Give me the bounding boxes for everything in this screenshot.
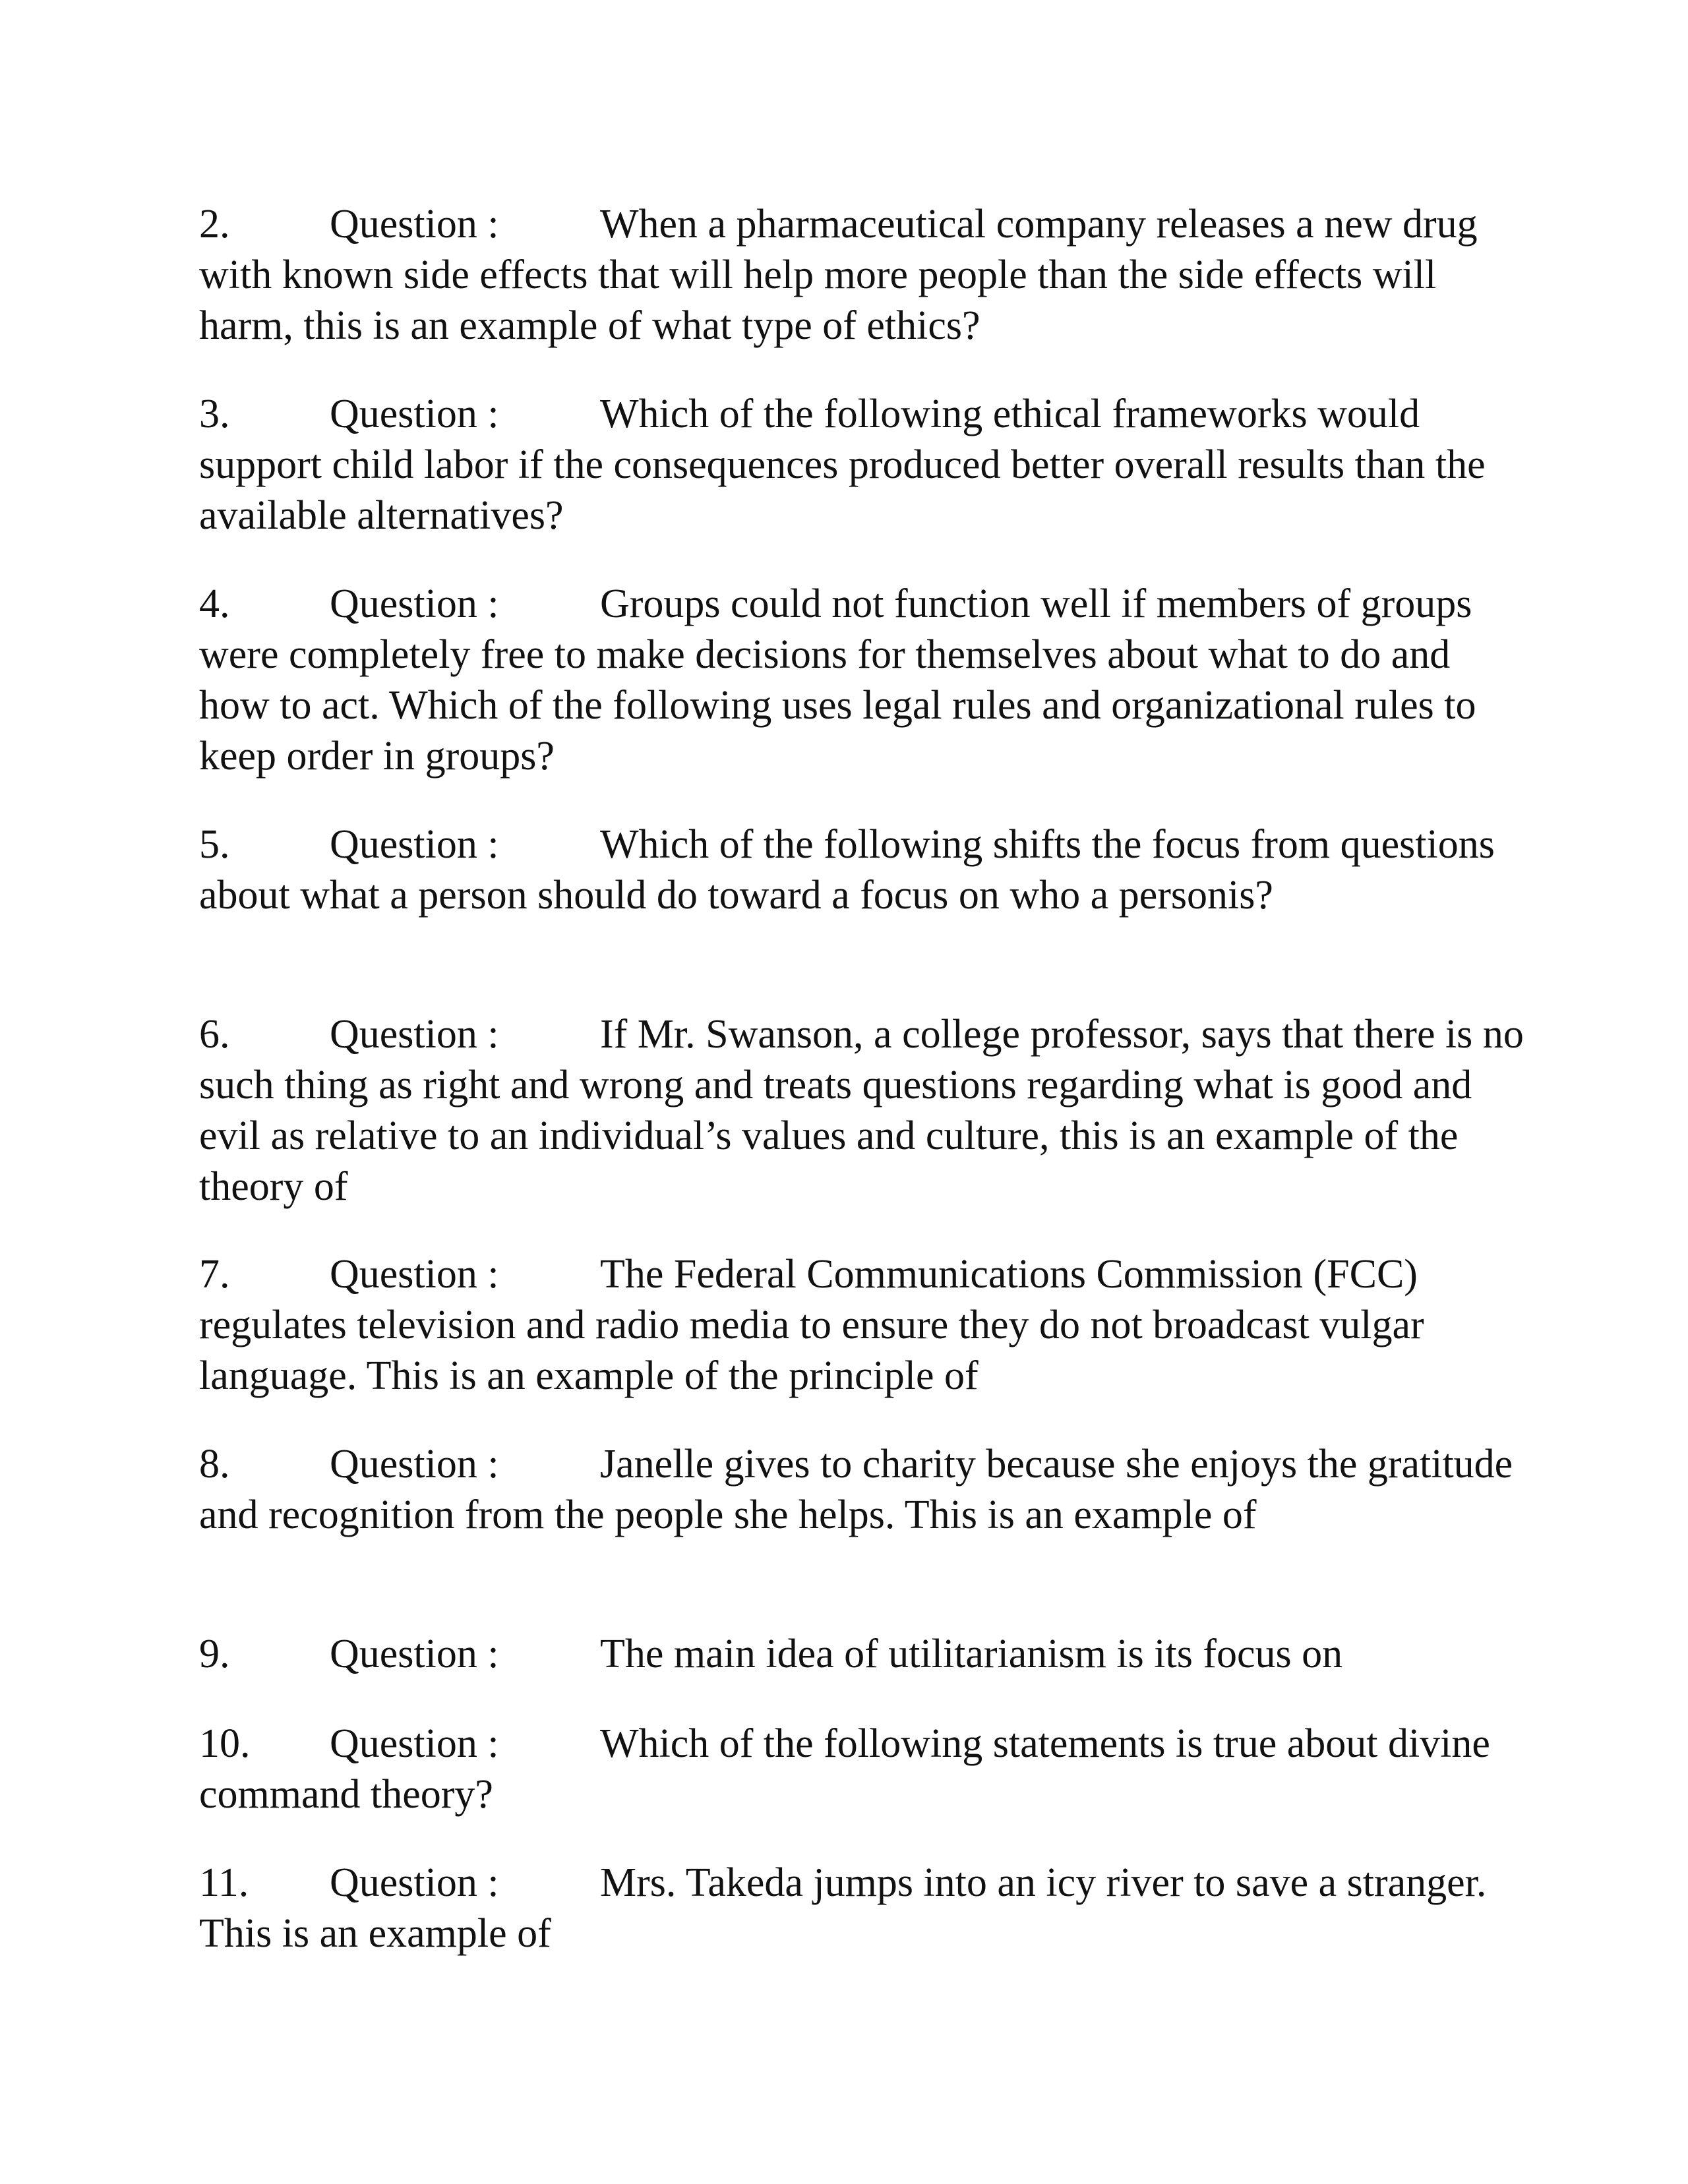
- question-label: Question :: [330, 1632, 499, 1676]
- question-4: [199, 579, 1524, 782]
- question-number: 7.: [199, 1252, 230, 1297]
- question-number: 8.: [199, 1442, 230, 1487]
- question-text: The main idea of utilitarianism is its focus on: [600, 1632, 1343, 1676]
- question-label: Question :: [330, 1442, 499, 1487]
- question-text: Which of the following shifts the focus from questions about what a person should do toward a focus on who a personis?: [199, 822, 1495, 918]
- question-label: Question :: [330, 202, 499, 247]
- question-number: 4.: [199, 581, 230, 626]
- question-number: 3.: [199, 392, 230, 436]
- question-11: [199, 1858, 1524, 1959]
- question-text: Which of the following ethical frameworks would support child labor if the consequences produced better overall results than the available alternatives?: [199, 392, 1486, 538]
- question-9: [199, 1629, 1524, 1680]
- question-text: The Federal Communications Commission (FCC) regulates television and radio media to ensure they do not broadcast vulgar language. This is an example of the principle of: [199, 1252, 1424, 1398]
- question-text: Mrs. Takeda jumps into an icy river to save a stranger. This is an example of: [199, 1860, 1487, 1956]
- question-label: Question :: [330, 1721, 499, 1766]
- question-10: [199, 1719, 1524, 1820]
- question-2: [199, 199, 1524, 351]
- question-text: When a pharmaceutical company releases a new drug with known side effects that will help more people than the side effects will harm, this is an example of what type of ethics?: [199, 202, 1478, 348]
- question-number: 11.: [199, 1860, 249, 1905]
- question-6: [199, 1009, 1524, 1212]
- question-number: 5.: [199, 822, 230, 867]
- question-label: Question :: [330, 822, 499, 867]
- question-number: 2.: [199, 202, 230, 247]
- question-number: 10.: [199, 1721, 251, 1766]
- question-label: Question :: [330, 1012, 499, 1057]
- question-label: Question :: [330, 392, 499, 436]
- question-text: Groups could not function well if members of groups were completely free to make decisions for themselves about what to do and how to act. Which of the following uses legal rules and organizational rules to keep order in groups?: [199, 581, 1476, 779]
- question-text: Janelle gives to charity because she enjoys the gratitude and recognition from the people she helps. This is an example of: [199, 1442, 1513, 1537]
- question-8: [199, 1439, 1524, 1541]
- question-number: 9.: [199, 1632, 230, 1676]
- question-label: Question :: [330, 581, 499, 626]
- question-5: [199, 819, 1524, 921]
- question-number: 6.: [199, 1012, 230, 1057]
- question-text: If Mr. Swanson, a college professor, says that there is no such thing as right and wrong and treats questions regarding what is good and evil as relative to an individual’s values and culture, this is an example of the theory of: [199, 1012, 1524, 1209]
- question-7: [199, 1249, 1524, 1402]
- question-label: Question :: [330, 1860, 499, 1905]
- question-3: [199, 389, 1524, 541]
- question-text: Which of the following statements is true about divine command theory?: [199, 1721, 1490, 1817]
- question-label: Question :: [330, 1252, 499, 1297]
